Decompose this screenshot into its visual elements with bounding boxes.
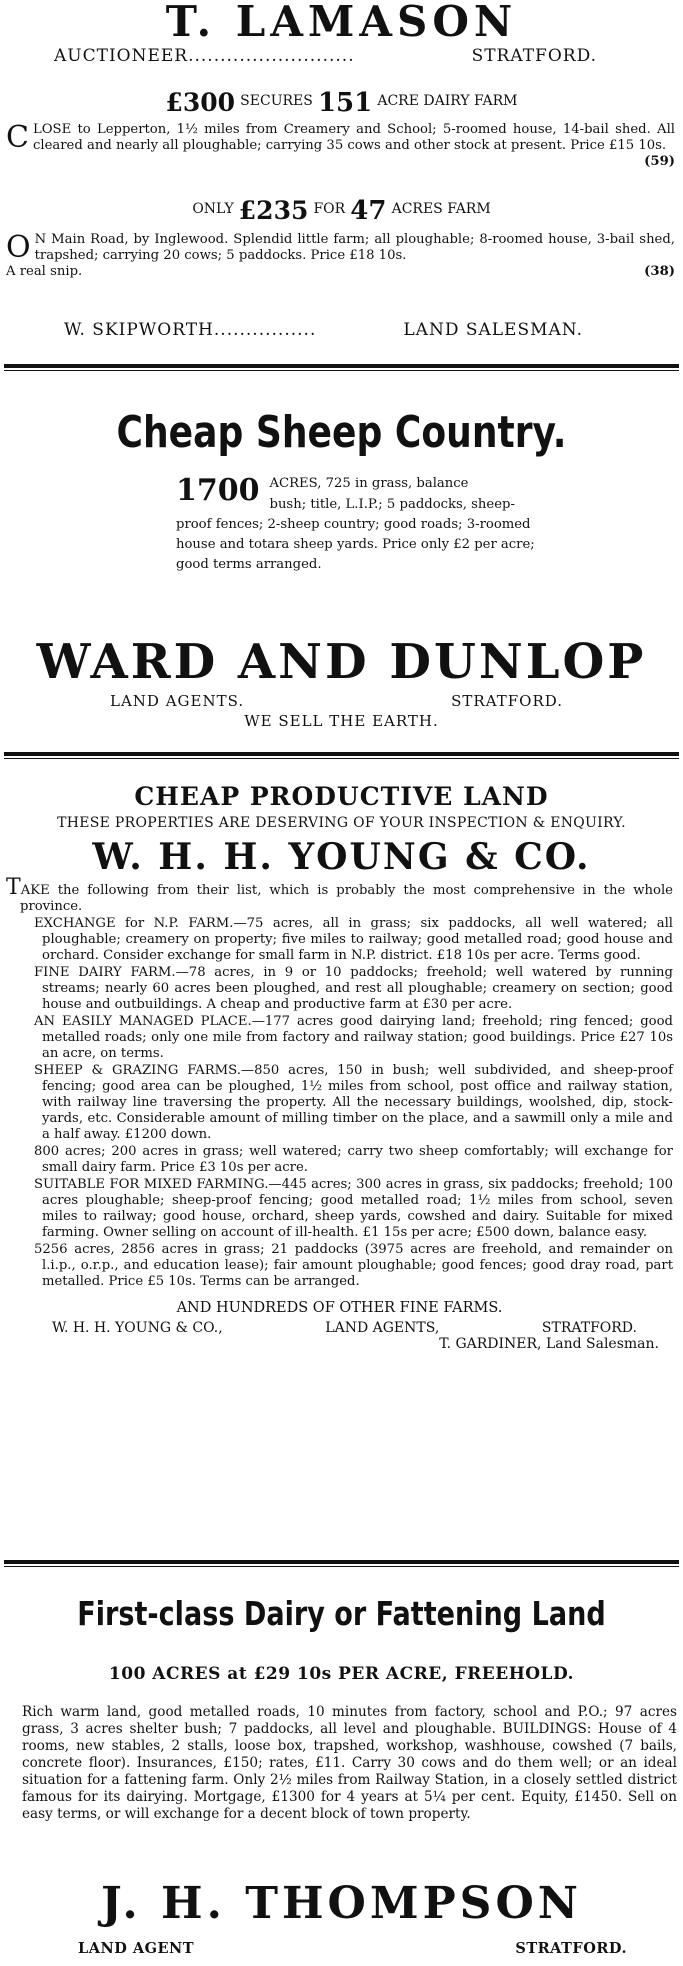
ad2-for: FOR (313, 201, 346, 217)
thompson-role-right: STRATFORD. (515, 1940, 627, 1957)
ad2-acres: 47 (350, 196, 387, 226)
young-headline-wrap (0, 782, 683, 879)
ad2-price: £235 (238, 196, 309, 225)
ad2-drop-cap: O (6, 230, 31, 265)
ad1-word: SECURES (240, 93, 313, 109)
lamason-ad2-heading (0, 196, 683, 226)
ward-role-right: STRATFORD. (451, 692, 563, 710)
ward-slogan-wrap (0, 712, 683, 730)
thompson-subhead: 100 ACRES at £29 10s PER ACRE, FREEHOLD. (108, 1664, 575, 1684)
young-listing: 5256 acres, 2856 acres in grass; 21 paddocks (3975 acres are freehold, and remainder on l.i.p., o.r.p., and education lease); fair amount ploughable; good fences; good dray road, part metalled. Price £5 10s. Terms can be arranged. (34, 1242, 673, 1289)
ward-body (0, 473, 683, 575)
salesman-left: W. SKIPWORTH................ (64, 320, 317, 340)
ward-body-first: ACRES, 725 in grass, balance (269, 476, 469, 491)
young-firm: W. H. H. YOUNG & CO. (92, 836, 591, 878)
young-listing: SHEEP & GRAZING FARMS.—850 acres, 150 in bush; well subdivided, and sheep-proof fencing; good area can be ploughed, 1½ miles from school, post office and railway station, with railway line traversing the property. All the necessary buildings, woolshed, dip, stock-yards, etc. Considerable amount of milling timber on the place, and a sawmill only a mile and a half away. £1200 down. (34, 1063, 673, 1142)
ad1-body-text: LOSE to Lepperton, 1½ miles from Creamery and School; 5-roomed house, 14-bail shed. All cleared and nearly all ploughable; carrying 35 cows and other stock at present. Price £15 10s. (32, 122, 675, 153)
lamason-role (0, 44, 683, 66)
ward-role-left: LAND AGENTS. (110, 692, 245, 710)
lamason-ad1-body (0, 122, 683, 170)
ward-body-text: bush; title, L.I.P.; 5 paddocks, sheep-proof fences; 2-sheep country; good roads; 3-roomed house and totara sheep yards. Price only £2 per acre; good terms arranged. (176, 497, 535, 572)
thompson-subhead-wrap (0, 1664, 683, 1684)
ad2-only: ONLY (192, 201, 234, 217)
young-intro-drop: T (6, 875, 21, 900)
young-foot-left: W. H. H. YOUNG & CO., (52, 1320, 223, 1336)
ad1-ref: (59) (644, 154, 675, 169)
section-divider (4, 752, 679, 759)
young-closing: AND HUNDREDS OF OTHER FINE FARMS. (176, 1300, 503, 1316)
lamason-ad2-body (0, 232, 683, 280)
section-divider (4, 364, 679, 371)
ad2-tail: A real snip. (6, 264, 83, 279)
young-intro: AKE the following from their list, which is probably the most comprehensive in the whole province. (20, 883, 673, 914)
lamason-role-right: STRATFORD. (471, 46, 597, 66)
young-foot-right: STRATFORD. (541, 1320, 637, 1336)
young-salesman: T. GARDINER, Land Salesman. (439, 1336, 659, 1352)
lamason-name: T. LAMASON (165, 0, 518, 46)
lamason-role-left: AUCTIONEER.......................... (54, 46, 355, 66)
ward-slogan: WE SELL THE EARTH. (244, 712, 439, 730)
thompson-role (0, 1940, 683, 1957)
young-listing: 800 acres; 200 acres in grass; well watered; carry two sheep comfortably; will exchange for small dairy farm. Price £3 10s per acre. (34, 1144, 673, 1175)
ad1-acres: 151 (317, 88, 373, 118)
young-foot-mid: LAND AGENTS, (325, 1320, 440, 1336)
ward-headline: Cheap Sheep Country. (116, 407, 567, 458)
young-footer (6, 1316, 673, 1336)
thompson-firm-wrap (0, 1880, 683, 1928)
section-divider (4, 1560, 679, 1567)
thompson-role-left: LAND AGENT (78, 1940, 195, 1957)
young-listing: FINE DAIRY FARM.—78 acres, in 9 or 10 paddocks; freehold; well watered by running streams; nearly 60 acres been ploughed, and rest all ploughable; creamery on section; good house and outbuildings. A cheap and productive farm at £30 per acre. (34, 965, 673, 1012)
thompson-firm: J. H. THOMPSON (100, 1878, 582, 1929)
ad2-title: ACRES FARM (391, 201, 491, 217)
young-body (0, 875, 683, 1352)
thompson-body-wrap (0, 1704, 683, 1823)
thompson-headline: First-class Dairy or Fattening Land (77, 1594, 606, 1633)
salesman-right: LAND SALESMAN. (403, 320, 583, 340)
young-listings (6, 916, 673, 1290)
young-closing-wrap (6, 1300, 673, 1316)
ward-firm-wrap (0, 636, 683, 688)
lamason-ad (0, 0, 683, 66)
young-subhead: THESE PROPERTIES ARE DESERVING OF YOUR INSPECTION & ENQUIRY. (57, 815, 626, 831)
thompson-body: Rich warm land, good metalled roads, 10 minutes from factory, school and P.O.; 97 acres grass, 3 acres shelter bush; 7 paddocks, all level and ploughable. BUILDINGS: House of 4 rooms, new stables, 2 stalls, loose box, trapshed, workshop, washhouse, cowshed (7 bails, concrete floor). Insurances, £150; rates, £11. Carry 30 cows and do them well; or an ideal situation for a fattening farm. Only 2½ miles from Railway Station, in a closely settled district famous for its dairying. Mortgage, £1300 for 4 years at 5¼ per cent. Equity, £1450. Sell on easy terms, or will exchange for a decent block of town property. (22, 1704, 677, 1822)
ward-acres: 1700 (176, 473, 260, 508)
young-listing: EXCHANGE for N.P. FARM.—75 acres, all in grass; six paddocks, all well watered; all ploughable; creamery on property; five miles to railway; good metalled road; good house and orchard. Consider exchange for small farm in N.P. district. £18 10s per acre. Terms good. (34, 916, 673, 963)
ward-firm: WARD AND DUNLOP (36, 634, 647, 690)
ad1-price: £300 (165, 88, 236, 117)
ward-headline-wrap (0, 408, 683, 458)
ad2-ref: (38) (644, 264, 675, 279)
lamason-salesman (0, 320, 683, 340)
young-salesman-wrap (6, 1336, 673, 1352)
young-headline: CHEAP PRODUCTIVE LAND (134, 782, 549, 811)
lamason-ad1-heading (0, 88, 683, 118)
ward-role (0, 692, 683, 710)
ad1-title: ACRE DAIRY FARM (377, 93, 518, 109)
ad2-body-text: N Main Road, by Inglewood. Splendid little farm; all ploughable; 8-roomed house, 3-bail shed, trapshed; carrying 20 cows; 5 paddocks. Price £18 10s. (34, 232, 675, 263)
young-listing: SUITABLE FOR MIXED FARMING.—445 acres; 300 acres in grass, six paddocks; freehold; 100 acres ploughable; sheep-proof fencing; good metalled road; 1½ miles from school, seven miles to railway; good house, orchard, sheep yards, cowshed and dairy. Suitable for mixed farming. Owner selling on account of ill-health. £1 15s per acre; £500 down, balance easy. (34, 1177, 673, 1240)
young-listing: AN EASILY MANAGED PLACE.—177 acres good dairying land; freehold; ring fenced; good metalled roads; only one mile from factory and railway station; good buildings. Price £27 10s an acre, on terms. (34, 1014, 673, 1061)
thompson-headline-wrap (0, 1594, 683, 1634)
ad1-drop-cap: C (6, 120, 29, 155)
